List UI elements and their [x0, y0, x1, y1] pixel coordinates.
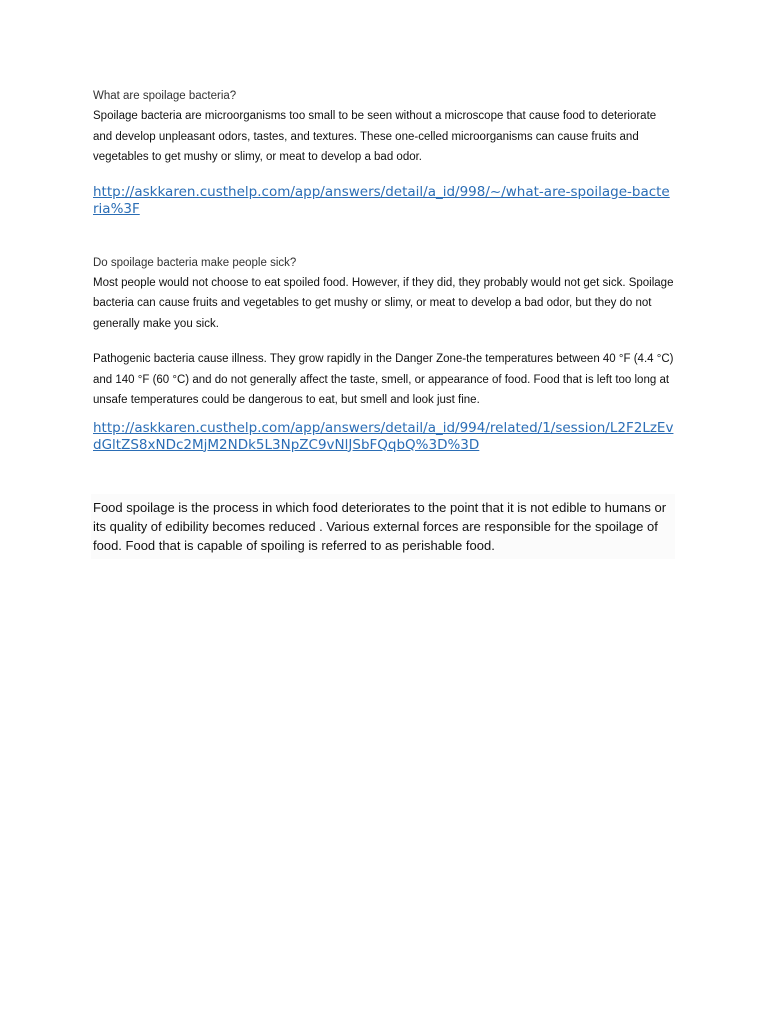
link-pathogenic-bacteria[interactable]: http://askkaren.custhelp.com/app/answers/detail/a_id/994/related/1/session/L2F2LzEvdGltZS8xNDc2MjM2NDk5L3NpZC9vNlJSbFQqbQ%3D%3D: [93, 419, 674, 453]
answer-make-people-sick: Most people would not choose to eat spoiled food. However, if they did, they probably would not get sick. Spoilage bacteria can cause fruits and vegetables to get mushy or slimy, or meat to develop a bad odor, but they do not generally make you sick.: [93, 276, 674, 330]
document-page: [93, 88, 675, 572]
question-spoilage-bacteria: What are spoilage bacteria?: [93, 90, 237, 102]
link-spoilage-bacteria[interactable]: http://askkaren.custhelp.com/app/answers/detail/a_id/998/~/what-are-spoilage-bacteria%3F: [93, 183, 670, 217]
food-spoilage-summary: Food spoilage is the process in which food deteriorates to the point that it is not edible to humans or its quality of edibility becomes reduced . Various external forces are responsible for the spoilage of food. Food that is capable of spoiling is referred to as perishable food.: [91, 494, 675, 559]
answer-spoilage-bacteria: Spoilage bacteria are microorganisms too small to be seen without a microscope that cause food to deteriorate and develop unpleasant odors, tastes, and textures. These one-celled microorganisms can cause fruits and vegetables to get mushy or slimy, or meat to develop a bad odor.: [93, 110, 657, 163]
question-make-people-sick: Do spoilage bacteria make people sick?: [93, 256, 297, 269]
pathogenic-bacteria-paragraph: Pathogenic bacteria cause illness. They grow rapidly in the Danger Zone-the temperatures between 40 °F (4.4 °C) and 140 °F (60 °C) and do not generally affect the taste, smell, or appearance of food. Food that is left too long at unsafe temperatures could be dangerous to eat, but smell and look just fine.: [93, 353, 674, 406]
